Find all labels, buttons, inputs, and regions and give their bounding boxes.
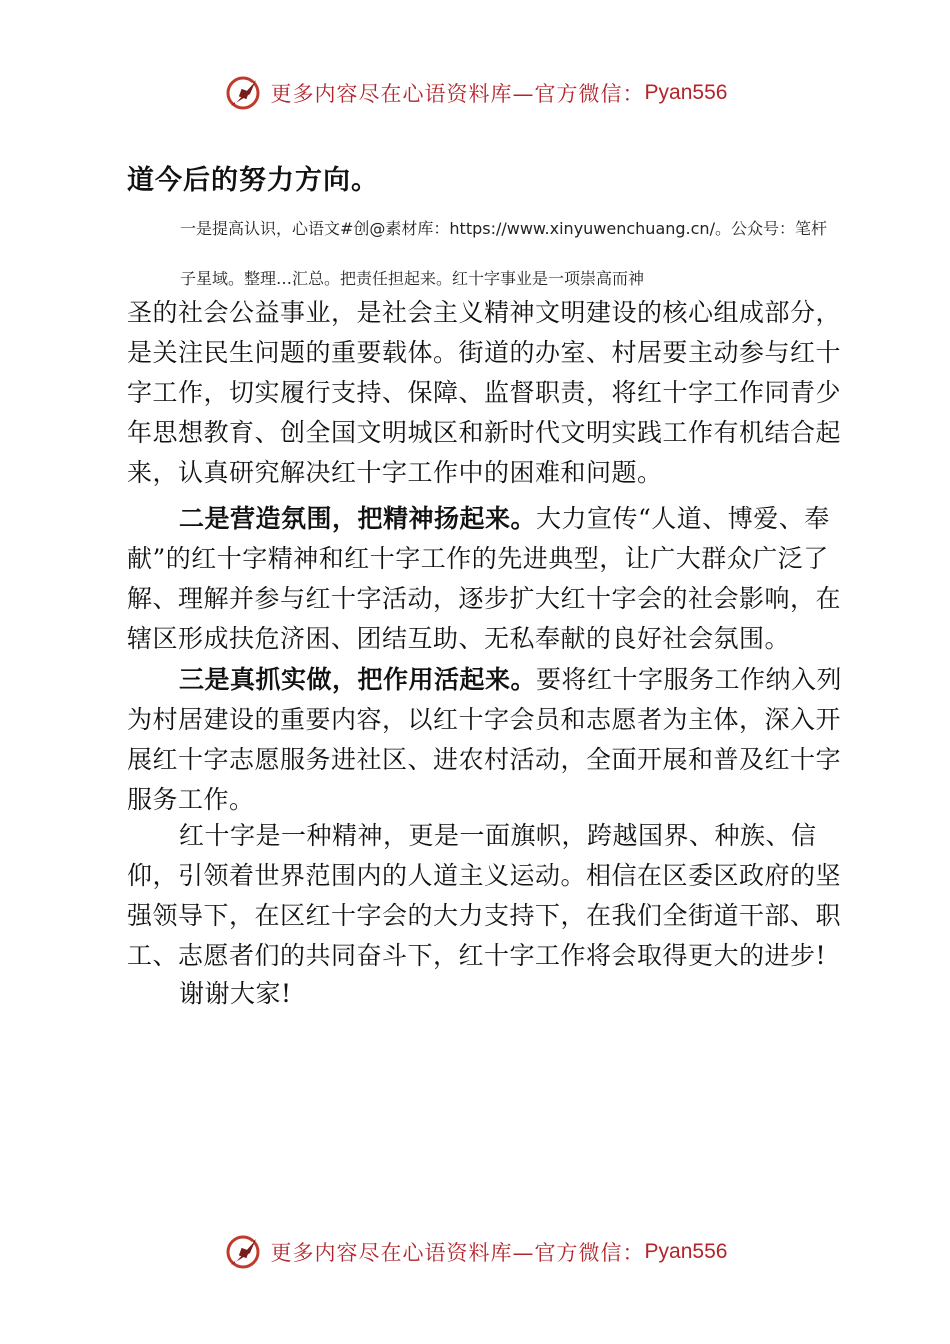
banner-text: 更多内容尽在心语资料库—官方微信： <box>270 1241 645 1265</box>
paragraph-2 <box>127 499 847 659</box>
closing-thanks: 谢谢大家! <box>179 979 292 1008</box>
paragraph-3-lead: 三是真抓实做，把作用活起来。 <box>179 665 537 694</box>
paragraph-4: 红十字是一种精神，更是一面旗帜，跨越国界、种族、信仰，引领着世界范围内的人道主义运动。相信在区委区政府的坚强领导下，在区红十字会的大力支持下，在我们全街道干部、职工、志愿者们的共同奋斗下，红十字工作将会取得更大的进步! <box>127 821 842 970</box>
quill-circle-logo-icon <box>223 73 263 113</box>
banner-wechat-id: Pyan556 <box>644 1240 728 1263</box>
paragraph-2-lead: 二是营造氛围，把精神扬起来。 <box>179 504 537 533</box>
header-banner <box>0 71 950 115</box>
watermark-note-line-2: 子星域。整理…汇总。把责任担起来。红十字事业是一项崇高而神 <box>180 269 645 288</box>
banner-text: 更多内容尽在心语资料库—官方微信： <box>270 82 645 106</box>
paragraph-1: 圣的社会公益事业，是社会主义精神文明建设的核心组成部分，是关注民生问题的重要载体。街道的办室、村居要主动参与红十字工作，切实履行支持、保障、监督职责，将红十字工作同青少年思想教育、创全国文明城区和新时代文明实践工作有机结合起来，认真研究解决红十字工作中的困难和问题。 <box>127 298 842 487</box>
banner-wechat-id: Pyan556 <box>644 81 728 104</box>
paragraph-2-body: 大力宣传“人道、博爱、奉献”的红十字精神和红十字工作的先进典型，让广大群众广泛了解、理解并参与红十字活动，逐步扩大红十字会的社会影响，在辖区形成扶危济困、团结互助、无私奉献的良好社会氛围。 <box>127 504 842 653</box>
quill-circle-logo-icon <box>223 1232 263 1272</box>
footer-banner <box>0 1230 950 1274</box>
heading-tail: 道今后的努力方向。 <box>127 165 379 196</box>
paragraph-3-body: 要将红十字服务工作纳入列为村居建设的重要内容，以红十字会员和志愿者为主体，深入开展红十字志愿服务进社区、进农村活动，全面开展和普及红十字服务工作。 <box>127 665 843 814</box>
paragraph-3 <box>127 660 847 820</box>
watermark-note-line-1: 一是提高认识，心语文#创@素材库：https://www.xinyuwenchuang.cn/。公众号：笔杆 <box>180 219 827 238</box>
